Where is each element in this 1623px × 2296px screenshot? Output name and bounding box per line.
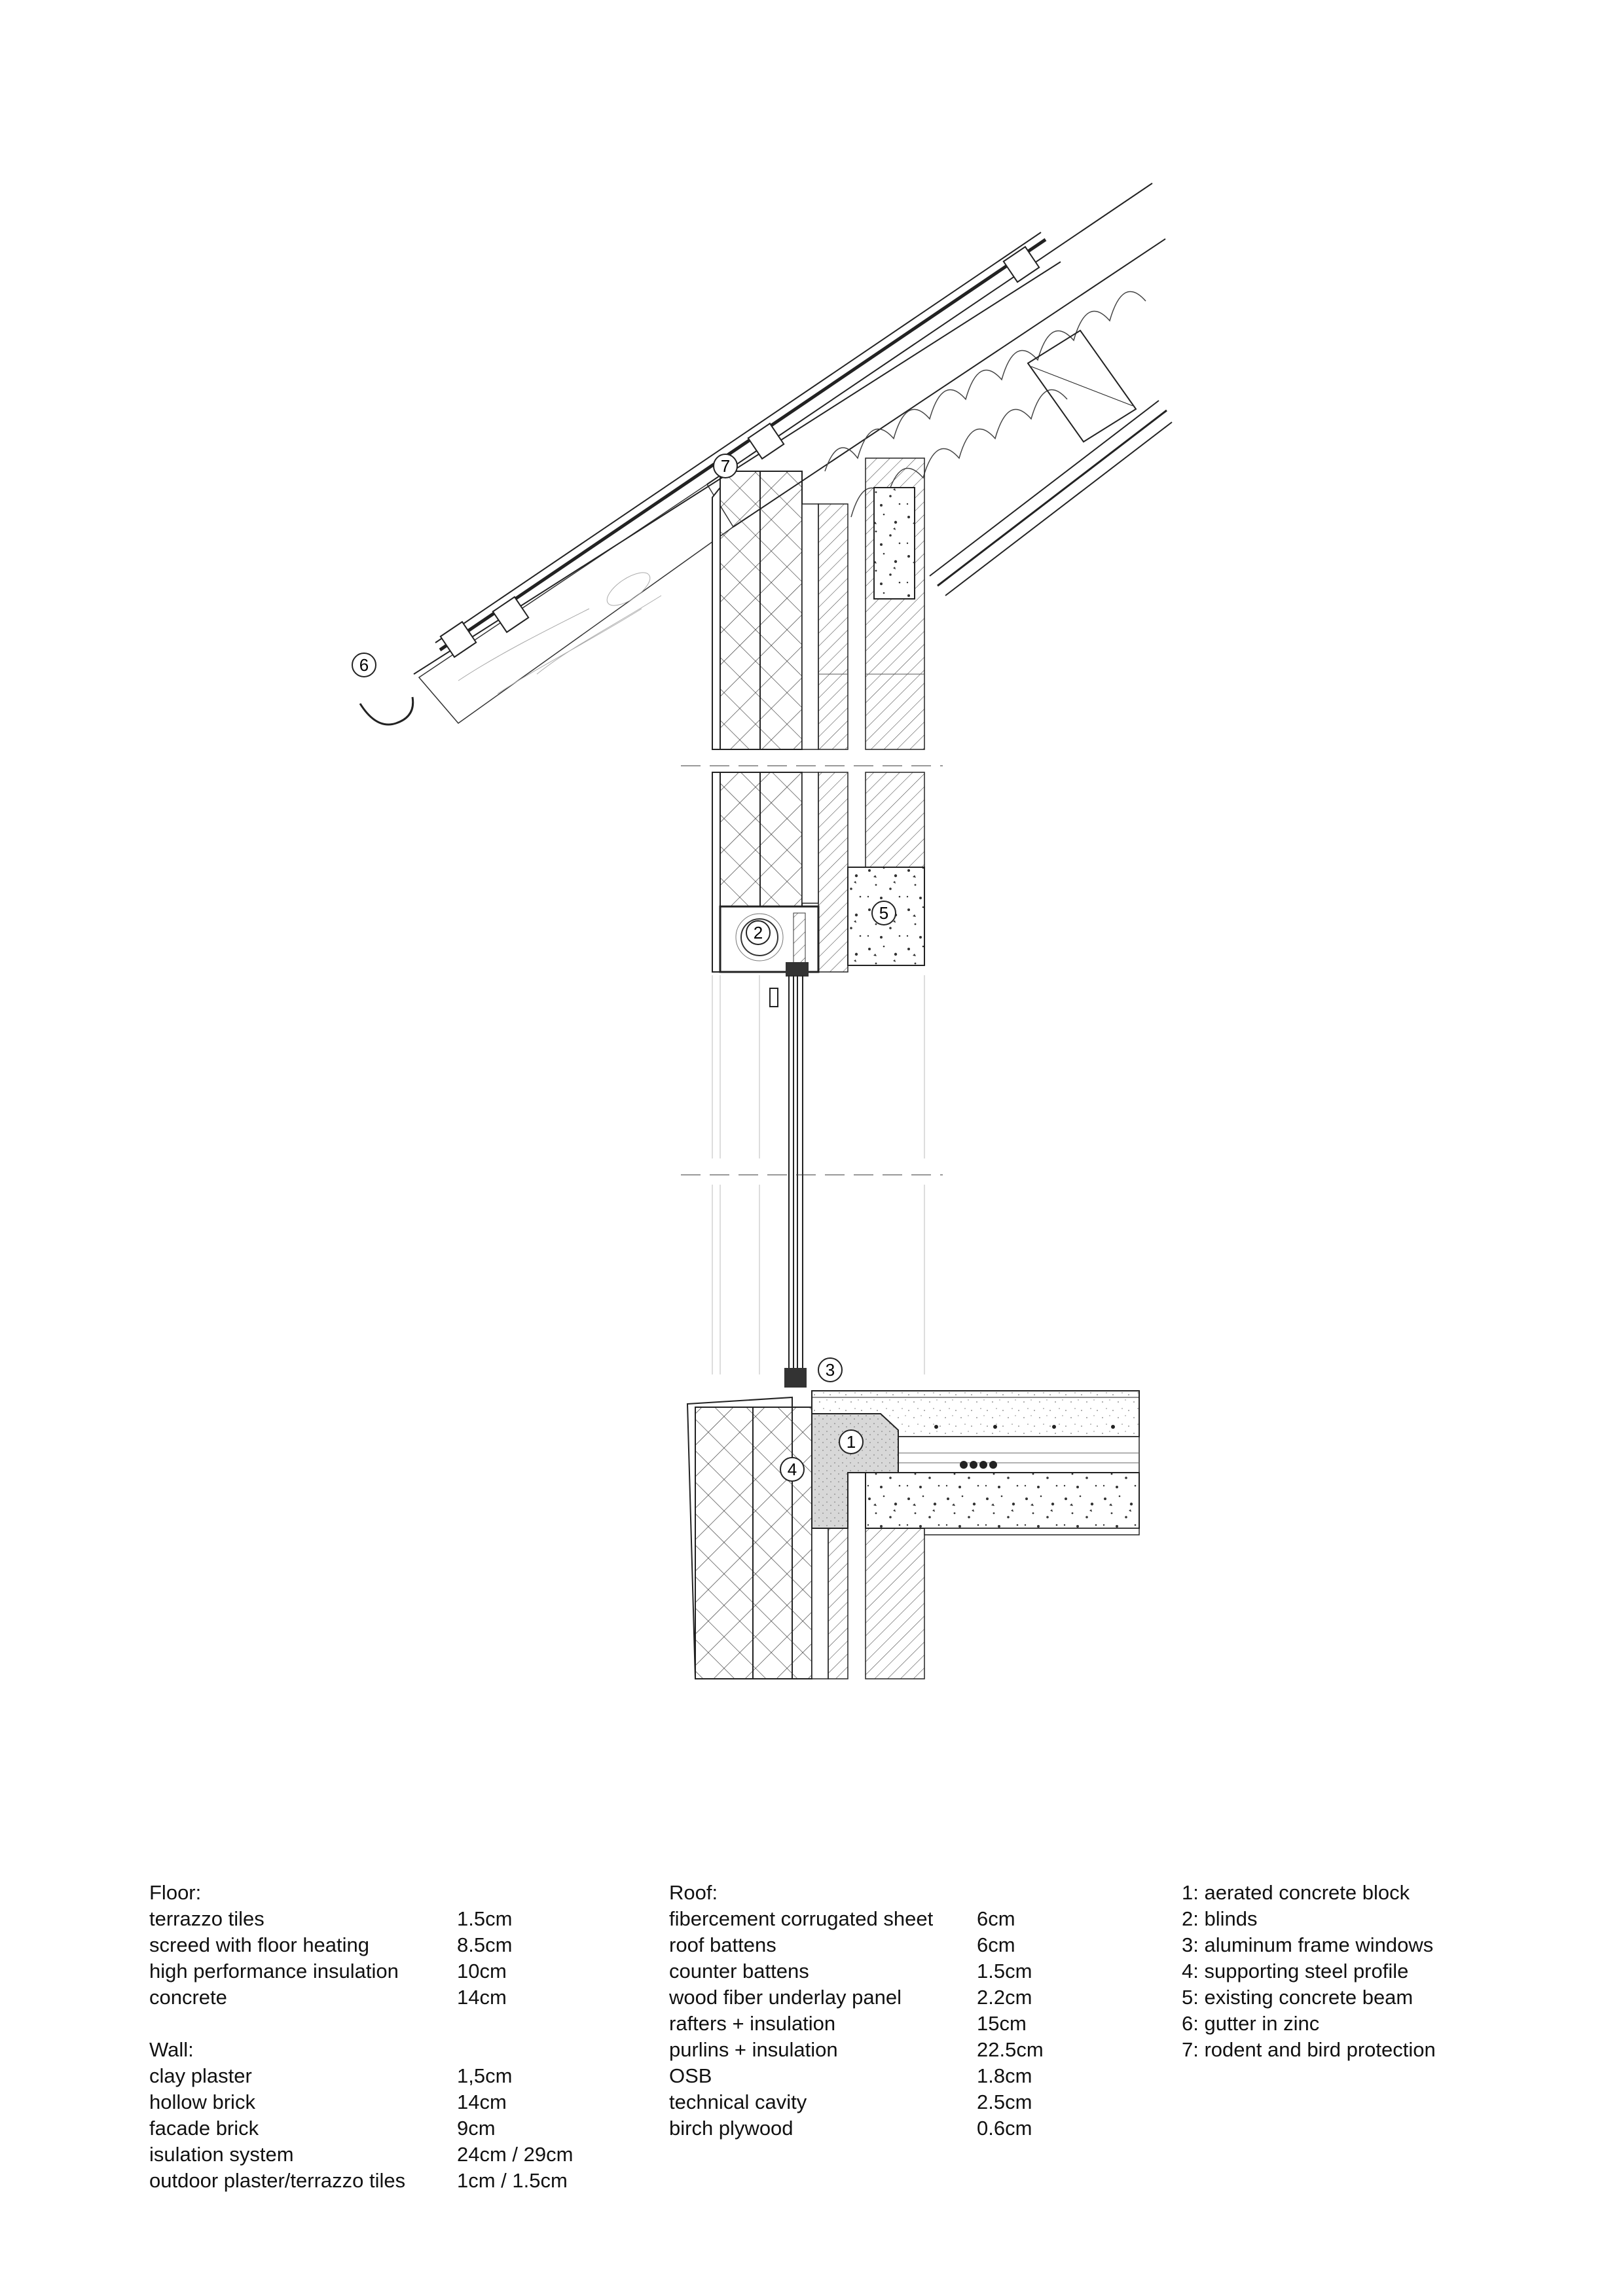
- key-item: 1: aerated concrete block: [1182, 1881, 1410, 1904]
- lower-wall-floor: [687, 1391, 1139, 1679]
- callout-3: [818, 1358, 842, 1382]
- legend-row: purlins + insulation 22.5cm: [669, 2038, 1044, 2061]
- callout-key-legend: [1182, 1880, 1436, 2063]
- callout-4: [780, 1458, 804, 1481]
- callout-2: [746, 921, 770, 944]
- callout-7: [714, 454, 737, 478]
- floor-wall-legend: [149, 1880, 573, 2194]
- legend-row: fibercement corrugated sheet 6cm: [669, 1907, 1015, 1930]
- key-item: 7: rodent and bird protection: [1182, 2038, 1436, 2061]
- svg-text:3: 3: [825, 1360, 835, 1380]
- roof-rafter: [419, 484, 733, 723]
- legend-row: concrete 14cm: [149, 1986, 507, 2009]
- legend-row: hollow brick 14cm: [149, 2090, 507, 2113]
- upper-wall: [681, 458, 943, 977]
- svg-text:7: 7: [720, 456, 731, 476]
- key-item: 6: gutter in zinc: [1182, 2012, 1320, 2035]
- legend-row: roof battens 6cm: [669, 1933, 1015, 1956]
- legend-row: OSB 1.8cm: [669, 2064, 1032, 2087]
- svg-text:6: 6: [359, 655, 369, 675]
- window-frame: [681, 975, 943, 1388]
- key-item: 5: existing concrete beam: [1182, 1986, 1413, 2009]
- roof-legend: [669, 1880, 1044, 2142]
- key-item: 2: blinds: [1182, 1907, 1258, 1930]
- legend-row: facade brick 9cm: [149, 2117, 496, 2140]
- gutter: [360, 697, 413, 725]
- floor-heading: Floor:: [149, 1881, 202, 1904]
- legend-row: isulation system 24cm / 29cm: [149, 2143, 574, 2166]
- legend-row: screed with floor heating 8.5cm: [149, 1933, 513, 1956]
- legend-row: clay plaster 1,5cm: [149, 2064, 513, 2087]
- roof-heading: Roof:: [669, 1881, 718, 1904]
- callout-1: [839, 1430, 863, 1454]
- svg-text:4: 4: [787, 1460, 797, 1479]
- wall-heading: Wall:: [149, 2038, 194, 2061]
- svg-text:2: 2: [753, 923, 763, 942]
- legend-row: counter battens 1.5cm: [669, 1960, 1032, 1982]
- legend-row: birch plywood 0.6cm: [669, 2117, 1032, 2140]
- svg-text:5: 5: [879, 903, 889, 923]
- svg-text:1: 1: [846, 1432, 856, 1452]
- callout-6: [352, 653, 376, 677]
- legend-row: high performance insulation 10cm: [149, 1960, 507, 1982]
- key-item: 3: aluminum frame windows: [1182, 1933, 1434, 1956]
- callout-5: [872, 901, 896, 925]
- legend-row: wood fiber underlay panel 2.2cm: [669, 1986, 1032, 2009]
- concrete-slab: [866, 1473, 1139, 1528]
- legend-row: terrazzo tiles 1.5cm: [149, 1907, 513, 1930]
- legend-row: outdoor plaster/terrazzo tiles 1cm / 1.5cm: [149, 2169, 568, 2192]
- legend-row: technical cavity 2.5cm: [669, 2090, 1032, 2113]
- key-item: 4: supporting steel profile: [1182, 1960, 1409, 1982]
- legend-row: rafters + insulation 15cm: [669, 2012, 1027, 2035]
